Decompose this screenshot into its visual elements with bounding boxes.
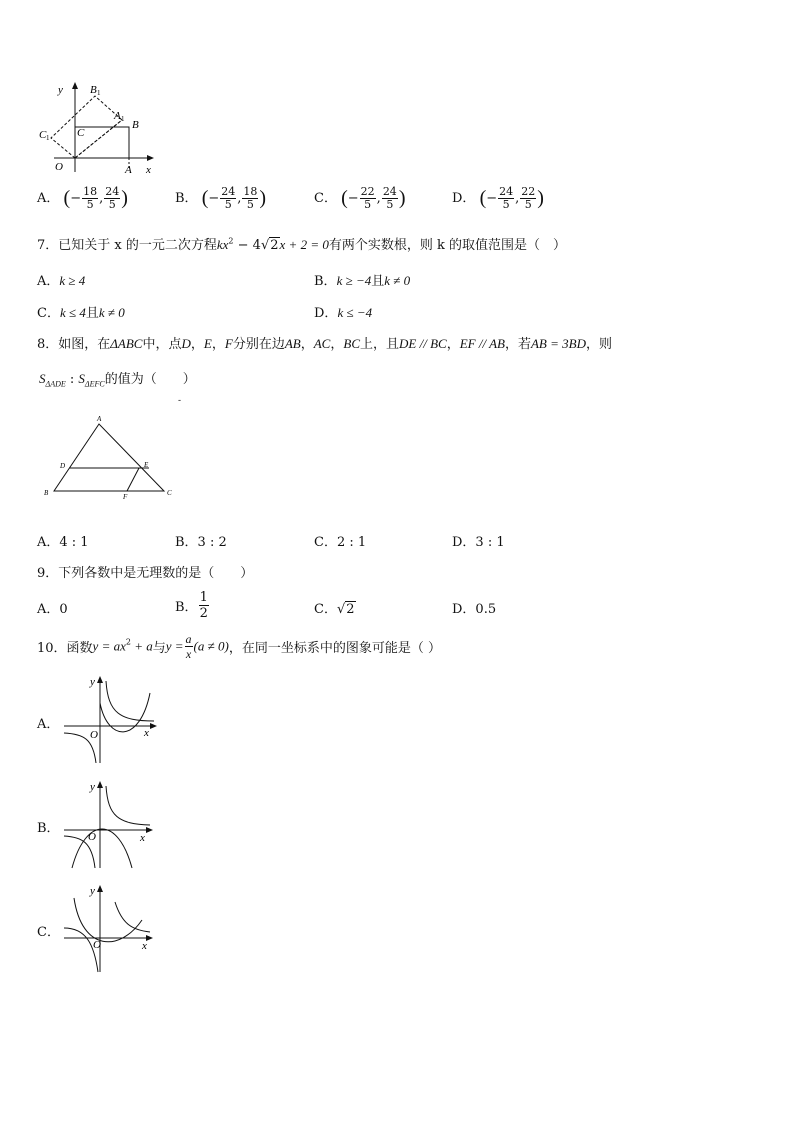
fig8-B: B xyxy=(44,489,49,497)
fig6-y: y xyxy=(58,84,63,96)
q6-figure xyxy=(34,80,164,178)
dashed-diagonal xyxy=(75,120,122,158)
origin-label: O xyxy=(88,831,96,843)
y-axis-arrow xyxy=(97,676,103,683)
q10-graph-a[interactable] xyxy=(60,673,160,765)
q8-option-d[interactable]: D．3 : 1 xyxy=(452,535,505,550)
paren: ) xyxy=(121,187,128,209)
hyperbola-q1 xyxy=(106,786,150,825)
q8-figure xyxy=(42,412,177,502)
q7-option-a[interactable] xyxy=(37,270,85,289)
sqrt-radicand: 2 xyxy=(346,602,355,617)
fig8-A: A xyxy=(97,415,102,423)
q9-stem: 9．下列各数中是无理数的是（ ） xyxy=(37,566,254,581)
option-math: k ≠ 0 xyxy=(384,273,411,288)
option-label: D． xyxy=(452,191,476,206)
frac: $\frac{1}{2}$ xyxy=(199,590,208,621)
option-label: B． xyxy=(314,274,337,289)
frac: $\frac{22}{5}$ xyxy=(360,185,375,211)
hyperbola-q1 xyxy=(106,681,154,721)
sqrt-sign: √ xyxy=(336,602,346,617)
q7-stem xyxy=(37,234,566,253)
fig8-C: C xyxy=(167,489,172,497)
q9-option-b[interactable] xyxy=(175,590,210,621)
eq-part: x + 2 = 0 xyxy=(279,237,329,252)
axis-x-label: x xyxy=(140,832,145,844)
q8-option-b[interactable]: B．3 : 2 xyxy=(175,535,227,550)
sqrt-radicand: 2 xyxy=(270,238,279,253)
frac: $\frac{24}{5}$ xyxy=(221,185,236,211)
axis-x-label: x xyxy=(142,940,147,952)
option-label: C． xyxy=(37,306,60,321)
q9-option-a[interactable]: A．0 xyxy=(37,602,68,617)
q8-option-c[interactable]: C．2 : 1 xyxy=(314,535,367,550)
eq-part: − 4 xyxy=(233,238,261,253)
q10-option-c[interactable] xyxy=(37,921,60,940)
x-axis-arrow xyxy=(146,827,153,833)
fig6-C: C xyxy=(77,127,85,139)
paren: ) xyxy=(259,187,267,209)
fig6-B: B xyxy=(132,119,139,131)
option-label: A． xyxy=(37,274,60,289)
q9-option-c[interactable] xyxy=(314,598,356,617)
comma: , xyxy=(237,191,242,206)
fig8-D: D xyxy=(60,462,66,470)
option-math: k ≤ −4 xyxy=(337,305,373,320)
paren: ( xyxy=(341,187,348,209)
q8-stem-line2: $S_{\Delta ADE}$ : $S_{\Delta EFC}$的值为（ ） xyxy=(39,371,196,389)
option-math: k ≥ 4 xyxy=(59,273,86,288)
comma: , xyxy=(376,191,381,206)
x-axis-arrow xyxy=(150,723,157,729)
option-math: k ≤ 4 xyxy=(59,305,86,320)
axis-y-label: y xyxy=(90,885,95,897)
option-text: 且 xyxy=(85,306,99,321)
origin-label: O xyxy=(90,729,98,741)
fig6-B1: B xyxy=(90,84,97,96)
option-label: B． xyxy=(37,821,60,836)
q10-graph-c[interactable] xyxy=(60,882,160,974)
stem-text: 7．已知关于 x 的一元二次方程 xyxy=(37,238,217,253)
hyperbola-q1 xyxy=(115,902,150,932)
option-label: C． xyxy=(314,602,337,617)
paren: ( xyxy=(201,187,209,209)
q10-stem: 10．函数$y = ax^2 + a$与y = $\frac{a}{x}$ (a ≠ 0)，在同一坐标系中的图象可能是（ ） xyxy=(37,632,441,661)
comma: , xyxy=(515,191,520,206)
frac: $\frac{24}{5}$ xyxy=(382,185,397,211)
paren: ) xyxy=(537,187,544,209)
option-label: B． xyxy=(175,600,198,615)
fig6-A: A xyxy=(125,164,132,176)
fig8-E: E xyxy=(144,461,149,469)
eq-part: kx xyxy=(216,237,229,252)
fig6-O: O xyxy=(55,161,63,173)
q8-option-a[interactable]: A．4 : 1 xyxy=(37,535,89,550)
q9-option-d[interactable]: D．0.5 xyxy=(452,602,497,617)
fig8-F: F xyxy=(123,493,128,501)
q6-option-d[interactable] xyxy=(452,186,544,211)
fig6-B1-sub: 1 xyxy=(97,89,101,97)
q6-option-a[interactable] xyxy=(37,186,128,211)
q6-option-c[interactable] xyxy=(314,186,405,211)
q6-option-b[interactable] xyxy=(175,186,266,211)
sqrt-sign: √ xyxy=(260,238,270,253)
option-label: A． xyxy=(37,191,60,206)
parabola xyxy=(72,829,132,868)
frac: $\frac{18}{5}$ xyxy=(243,185,258,211)
option-text: 且 xyxy=(371,274,385,289)
q8-dash: - xyxy=(178,396,182,406)
option-label: A． xyxy=(37,717,60,732)
frac: $\frac{24}{5}$ xyxy=(499,185,514,211)
minus: − xyxy=(70,191,82,206)
fig6-C1-sub: 1 xyxy=(46,134,50,142)
axis-y-label: y xyxy=(90,676,95,688)
frac: $\frac{18}{5}$ xyxy=(83,185,98,211)
paren: ) xyxy=(398,187,406,209)
fig6-A1-sub: 1 xyxy=(121,115,125,123)
option-label: C． xyxy=(314,191,337,206)
triangle-abc xyxy=(54,424,164,491)
minus: − xyxy=(208,191,220,206)
fig6-A1: A xyxy=(114,110,121,122)
y-axis-arrow xyxy=(97,885,103,892)
origin-label: O xyxy=(93,939,101,951)
option-label: D． xyxy=(314,306,338,321)
x-axis-arrow xyxy=(146,935,153,941)
paren: ( xyxy=(63,187,71,209)
minus: − xyxy=(486,191,498,206)
option-label: B． xyxy=(175,191,198,206)
fig6-C1: C xyxy=(39,129,47,141)
q10-option-b[interactable] xyxy=(37,817,60,836)
q10-graph-b[interactable] xyxy=(60,778,160,870)
stem-text: 有两个实数根，则 k 的取值范围是（ ） xyxy=(328,238,567,253)
x-axis-arrow xyxy=(147,155,154,161)
fig6-x: x xyxy=(146,164,151,176)
y-axis-arrow xyxy=(72,82,78,89)
option-label: C． xyxy=(37,925,60,940)
y-axis-arrow xyxy=(97,781,103,788)
segment-ef xyxy=(127,468,139,491)
q8-stem-line1: 8．如图，在ΔABC中，点D，E，F分别在边AB，AC，BC上，且DE // BC，EF // AB，若AB = 3BD，则 xyxy=(37,336,612,352)
q7-option-c[interactable] xyxy=(37,302,125,321)
axis-y-label: y xyxy=(90,781,95,793)
frac: $\frac{24}{5}$ xyxy=(105,185,120,211)
q10-option-a[interactable] xyxy=(37,713,59,732)
paren: ( xyxy=(479,187,487,209)
comma: , xyxy=(99,191,104,206)
q7-option-d[interactable] xyxy=(314,302,372,321)
minus: − xyxy=(347,191,359,206)
option-math: k ≠ 0 xyxy=(98,305,125,320)
option-math: k ≥ −4 xyxy=(336,273,372,288)
q7-option-b[interactable] xyxy=(314,270,410,289)
axis-x-label: x xyxy=(144,727,149,739)
frac: $\frac{22}{5}$ xyxy=(521,185,536,211)
eq-sup: 2 xyxy=(228,236,234,246)
